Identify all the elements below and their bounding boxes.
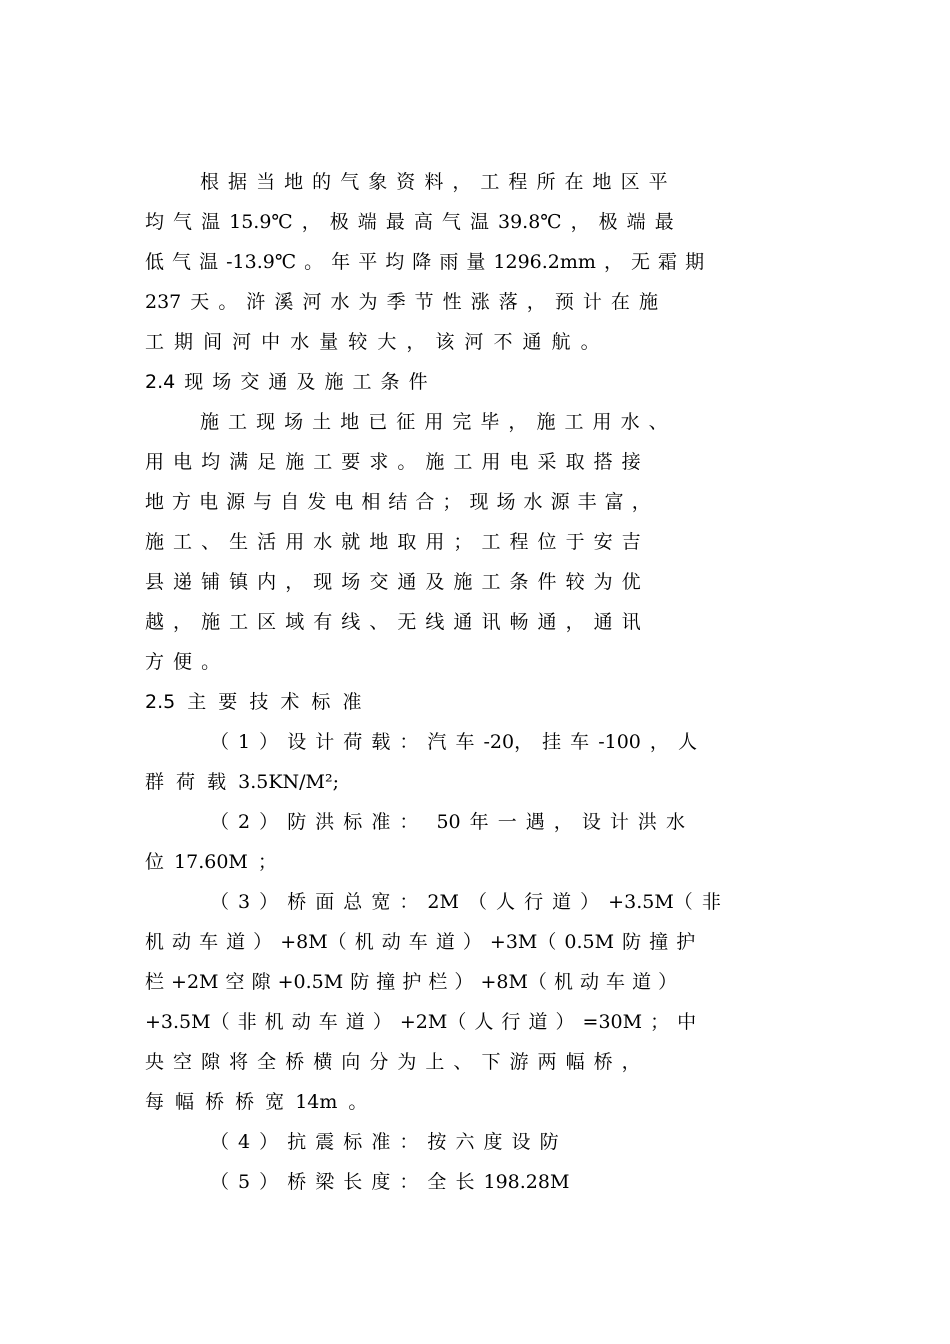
text-line — [0, 646, 950, 678]
standard-item: （ 4 ） 抗 震 标 准 ： 按 六 度 设 防 — [210, 1131, 559, 1153]
text-line — [0, 606, 950, 638]
paragraph-text: 低 气 温 -13.9℃ 。 年 平 均 降 雨 量 1296.2mm ， 无 霜 期 — [145, 251, 705, 273]
text-line — [0, 206, 950, 238]
text-line — [0, 766, 950, 798]
text-line — [0, 846, 950, 878]
text-line — [0, 566, 950, 598]
paragraph-text: 地 方 电 源 与 自 发 电 相 结 合 ； 现 场 水 源 丰 富 ， — [145, 491, 651, 513]
standard-item: 机 动 车 道 ） +8M（ 机 动 车 道 ） +3M（ 0.5M 防 撞 护 — [145, 931, 696, 953]
standard-item: （ 1 ） 设 计 荷 载 ： 汽 车 -20， 挂 车 -100 ， 人 — [210, 731, 697, 753]
text-line — [0, 926, 950, 958]
text-line — [0, 1046, 950, 1078]
standard-item: 每 幅 桥 桥 宽 14m 。 — [145, 1091, 368, 1113]
paragraph-text: 237 天 。 浒 溪 河 水 为 季 节 性 涨 落 ， 预 计 在 施 — [145, 291, 658, 313]
text-line — [0, 1126, 950, 1158]
text-line — [0, 446, 950, 478]
standard-item: 央 空 隙 将 全 桥 横 向 分 为 上 、 下 游 两 幅 桥 ， — [145, 1051, 641, 1073]
section-2-5-heading: 2.5 主 要 技 术 标 准 — [145, 691, 362, 713]
section-heading — [0, 366, 950, 398]
paragraph-text: 施 工 、 生 活 用 水 就 地 取 用 ； 工 程 位 于 安 吉 — [145, 531, 641, 553]
text-line — [0, 806, 950, 838]
standard-item: （ 3 ） 桥 面 总 宽 ： 2M （ 人 行 道 ） +3.5M（ 非 — [210, 891, 721, 913]
text-line — [0, 1166, 950, 1198]
section-heading — [0, 686, 950, 718]
paragraph-text: 根 据 当 地 的 气 象 资 料 ， 工 程 所 在 地 区 平 — [200, 171, 668, 193]
text-line — [0, 246, 950, 278]
paragraph-text: 工 期 间 河 中 水 量 较 大 ， 该 河 不 通 航 。 — [145, 331, 600, 353]
paragraph-text: 县 递 铺 镇 内 ， 现 场 交 通 及 施 工 条 件 较 为 优 — [145, 571, 641, 593]
text-line — [0, 406, 950, 438]
text-line — [0, 286, 950, 318]
text-line — [0, 326, 950, 358]
text-line — [0, 966, 950, 998]
standard-item: 位 17.60M ； — [145, 851, 277, 873]
text-line — [0, 1006, 950, 1038]
text-line — [0, 166, 950, 198]
text-line — [0, 526, 950, 558]
paragraph-text: 均 气 温 15.9℃ ， 极 端 最 高 气 温 39.8℃ ， 极 端 最 — [145, 211, 674, 233]
text-line — [0, 886, 950, 918]
text-line — [0, 726, 950, 758]
paragraph-text: 方 便 。 — [145, 651, 221, 673]
standard-item: （ 2 ） 防 洪 标 准 ： 50 年 一 遇 ， 设 计 洪 水 — [210, 811, 685, 833]
standard-item: +3.5M（ 非 机 动 车 道 ） +2M（ 人 行 道 ） =30M ； 中 — [145, 1011, 697, 1033]
section-2-4-heading: 2.4 现 场 交 通 及 施 工 条 件 — [145, 371, 428, 393]
text-line — [0, 486, 950, 518]
paragraph-text: 用 电 均 满 足 施 工 要 求 。 施 工 用 电 采 取 搭 接 — [145, 451, 641, 473]
standard-item: 群 荷 载 3.5KN/M²; — [145, 771, 340, 793]
standard-item: 栏 +2M 空 隙 +0.5M 防 撞 护 栏 ） +8M（ 机 动 车 道 ） — [145, 971, 678, 993]
text-line — [0, 1086, 950, 1118]
standard-item: （ 5 ） 桥 梁 长 度 ： 全 长 198.28M — [210, 1171, 570, 1193]
paragraph-text: 施 工 现 场 土 地 已 征 用 完 毕 ， 施 工 用 水 、 — [200, 411, 668, 433]
paragraph-text: 越 ， 施 工 区 域 有 线 、 无 线 通 讯 畅 通 ， 通 讯 — [145, 611, 641, 633]
